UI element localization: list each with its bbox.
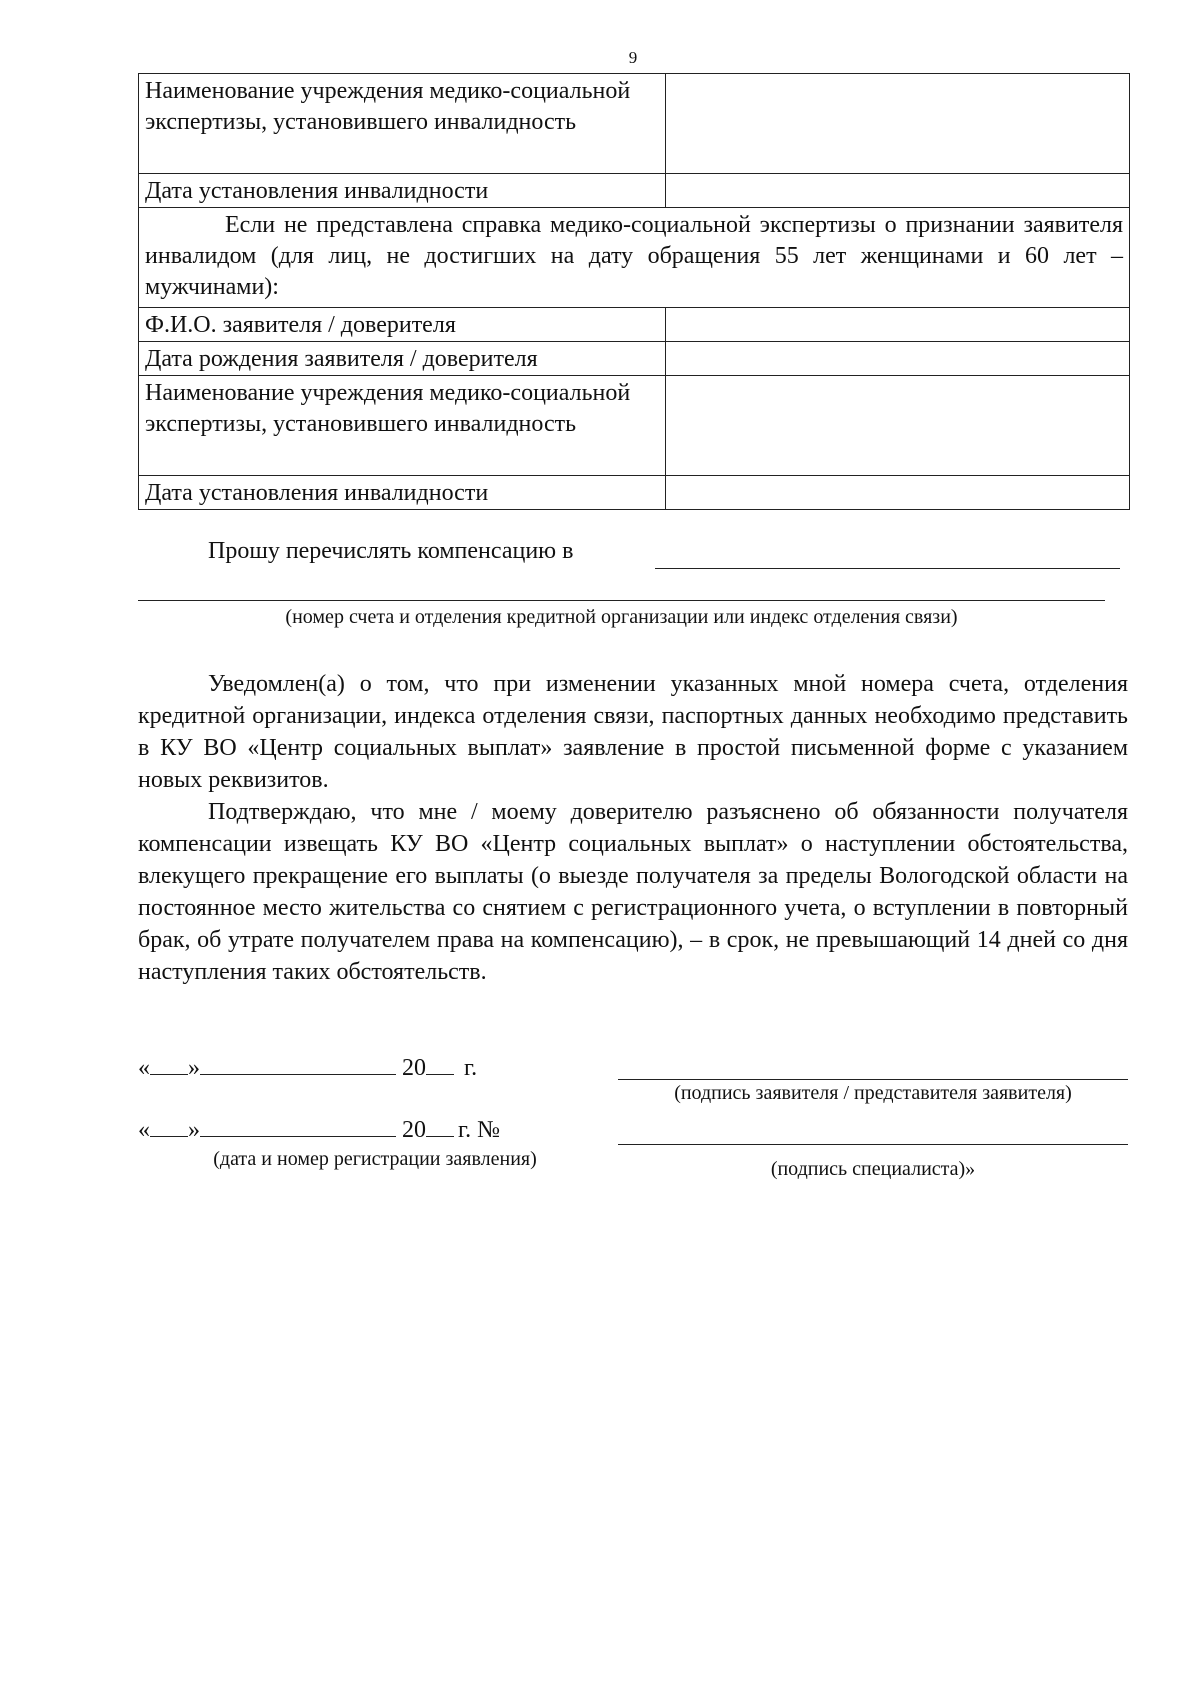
row-value-birth-date[interactable] [666, 342, 1130, 376]
transfer-field-line-2[interactable] [138, 600, 1105, 601]
specialist-signature-line[interactable] [618, 1144, 1128, 1145]
transfer-field-line[interactable] [655, 568, 1120, 569]
year-prefix: 20 [402, 1055, 426, 1081]
row-label-institution-2: Наименование учреждения медико-социальной экспертизы, установившего инвалидность [139, 376, 666, 476]
page-number: 9 [628, 48, 638, 67]
quote-close-2: » [188, 1117, 200, 1143]
applicant-date-row [138, 1052, 477, 1082]
table-row [139, 376, 1130, 476]
quote-open: « [138, 1055, 150, 1081]
row-value-full-name[interactable] [666, 308, 1130, 342]
applicant-signature-line[interactable] [618, 1079, 1128, 1080]
row-value-disability-date-2[interactable] [666, 476, 1130, 510]
table-row [139, 74, 1130, 174]
reg-number-suffix: г. № [458, 1117, 501, 1143]
applicant-signature-caption: (подпись заявителя / представителя заявителя) [674, 1082, 1072, 1104]
reg-year-field[interactable] [426, 1114, 454, 1137]
row-label-institution: Наименование учреждения медико-социальной экспертизы, установившего инвалидность [139, 74, 666, 174]
table-row [139, 342, 1130, 376]
registration-caption: (дата и номер регистрации заявления) [213, 1148, 537, 1170]
row-label-full-name: Ф.И.О. заявителя / доверителя [139, 308, 666, 342]
row-value-institution-2[interactable] [666, 376, 1130, 476]
year-field[interactable] [426, 1052, 454, 1075]
transfer-caption: (номер счета и отделения кредитной организации или индекс отделения связи) [285, 606, 958, 628]
quote-open-2: « [138, 1117, 150, 1143]
year-suffix: г. [464, 1055, 478, 1081]
table-row [139, 208, 1130, 308]
reg-month-field[interactable] [200, 1114, 396, 1137]
registration-date-row [138, 1114, 500, 1144]
transfer-label: Прошу перечислять компенсацию в [208, 538, 574, 564]
row-label-disability-date: Дата установления инвалидности [139, 174, 666, 208]
table-row [139, 476, 1130, 510]
row-value-disability-date[interactable] [666, 174, 1130, 208]
row-label-disability-date-2: Дата установления инвалидности [139, 476, 666, 510]
reg-day-field[interactable] [150, 1114, 188, 1137]
disability-info-table [138, 73, 1130, 510]
table-row [139, 308, 1130, 342]
specialist-signature-caption: (подпись специалиста)» [770, 1158, 976, 1180]
row-label-birth-date: Дата рождения заявителя / доверителя [139, 342, 666, 376]
row-value-institution[interactable] [666, 74, 1130, 174]
table-row [139, 174, 1130, 208]
note-no-certificate: Если не представлена справка медико-социальной экспертизы о признании заявителя инвалидом (для лиц, не достигших на дату обращения 55 лет женщинами и 60 лет – мужчинами): [139, 208, 1130, 308]
quote-close: » [188, 1055, 200, 1081]
paragraph-notified: Уведомлен(а) о том, что при изменении указанных мной номера счета, отделения кредитной организации, индекса отделения связи, паспортных данных необходимо представить в КУ ВО «Центр социальных выплат» заявление в простой письменной форме с указанием новых реквизитов. [138, 671, 1128, 793]
paragraph-confirm: Подтверждаю, что мне / моему доверителю разъяснено об обязанности получателя компенсации извещать КУ ВО «Центр социальных выплат» о наступлении обстоятельства, влекущего прекращение его выплаты (о выезде получателя за пределы Вологодской области на постоянное место жительства со снятием с регистрационного учета, о вступлении в повторный брак, об утрате получателем права на компенсацию), – в срок, не превышающий 14 дней со дня наступления таких обстоятельств. [138, 799, 1128, 985]
day-field[interactable] [150, 1052, 188, 1075]
reg-year-prefix: 20 [402, 1117, 426, 1143]
month-field[interactable] [200, 1052, 396, 1075]
